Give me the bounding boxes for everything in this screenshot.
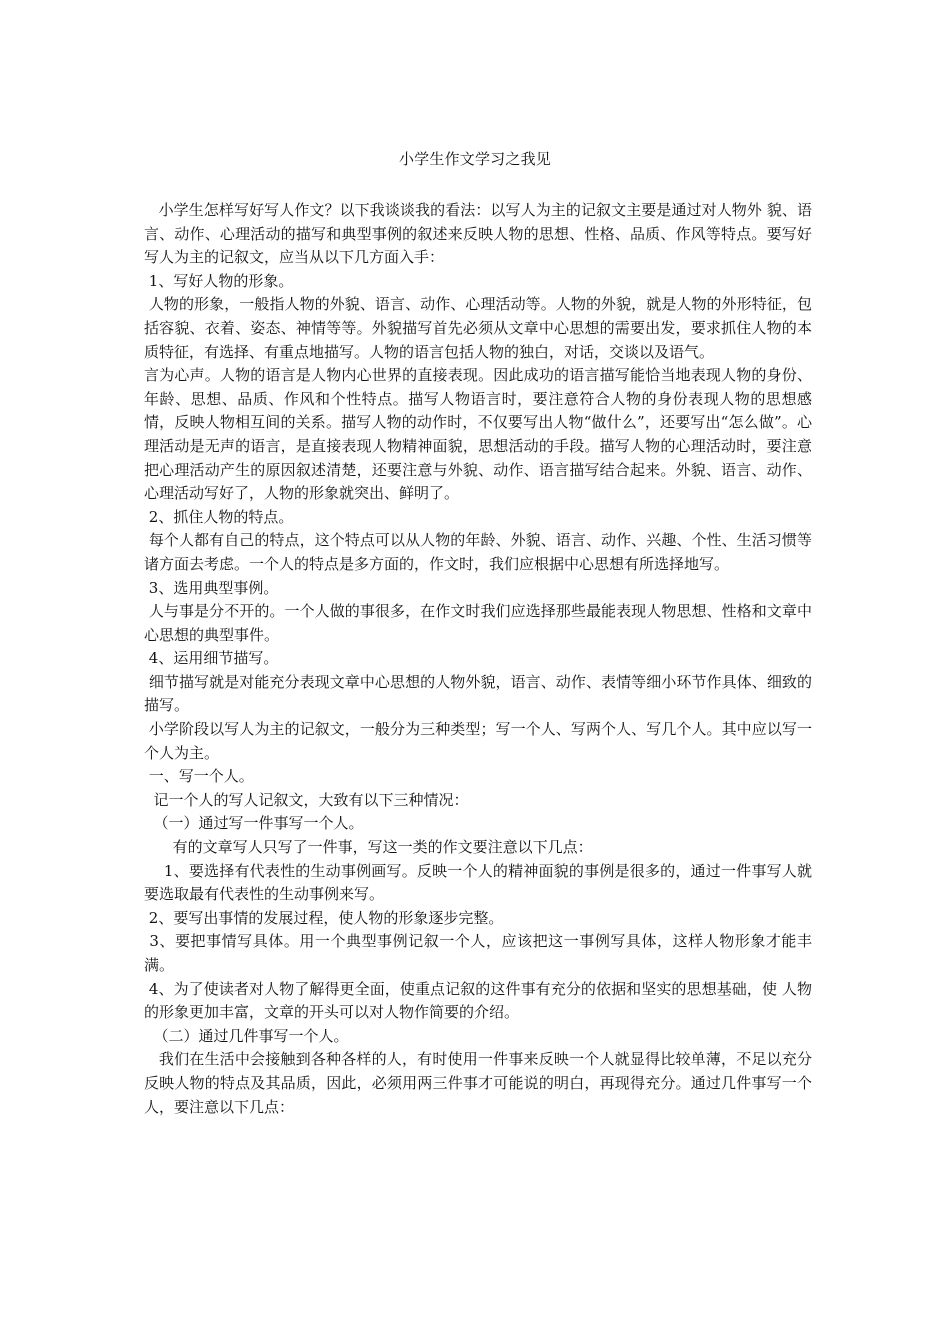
paragraph: 1、要选择有代表性的生动事例画写。反映一个人的精神面貌的事例是很多的，通过一件事写人就要选取最有代表性的生动事例来写。 xyxy=(144,861,812,904)
paragraph: 3、要把事情写具体。用一个典型事例记叙一个人，应该把这一事例写具体，这样人物形象才能丰满。 xyxy=(144,932,812,974)
paragraph: （一）通过写一件事写一个人。 xyxy=(144,814,364,833)
paragraph: 人物的形象，一般指人物的外貌、语言、动作、心理活动等。人物的外貌，就是人物的外形特征，包括容貌、衣着、姿态、神情等等。外貌描写首先必须从文章中心思想的需要出发，要求抓住人物的本质特征，有选择、有重点地描写。人物的语言包括人物的独白，对话，交谈以及语气。 xyxy=(144,295,812,361)
paragraph: 4、运用细节描写。 xyxy=(144,649,279,668)
paragraph: 小学阶段以写人为主的记叙文，一般分为三种类型；写一个人、写两个人、写几个人。其中应以写一个人为主。 xyxy=(144,720,812,762)
paragraph: 小学生怎样写好写人作文？以下我谈谈我的看法：以写人为主的记叙文主要是通过对人物外 貌、语言、动作、心理活动的描写和典型事例的叙述来反映人物的思想、性格、品质、作风等特点。要写好写人为主的记叙文，应当从以下几方面入手： xyxy=(144,201,812,267)
paragraph: 1、写好人物的形象。 xyxy=(144,271,294,290)
paragraph: 每个人都有自己的特点，这个特点可以从人物的年龄、外貌、语言、动作、兴趣、个性、生活习惯等诸方面去考虑。一个人的特点是多方面的，作文时，我们应根据中心思想有所选择地写。 xyxy=(144,531,812,573)
paragraph: 3、选用典型事例。 xyxy=(144,578,279,597)
paragraph: 2、要写出事情的发展过程，使人物的形象逐步完整。 xyxy=(144,908,504,927)
paragraph: 一、写一个人。 xyxy=(144,767,254,786)
paragraph: 记一个人的写人记叙文，大致有以下三种情况： xyxy=(144,790,469,809)
document-body xyxy=(144,199,812,1119)
paragraph: （二）通过几件事写一个人。 xyxy=(144,1026,349,1045)
paragraph: 4、为了使读者对人物了解得更全面，使重点记叙的这件事有充分的依据和坚实的思想基础，使 人物的形象更加丰富，文章的开头可以对人物作简要的介绍。 xyxy=(144,979,812,1022)
document-title: 小学生作文学习之我见 xyxy=(398,150,551,168)
paragraph: 有的文章写人只写了一件事，写这一类的作文要注意以下几点： xyxy=(144,838,593,857)
paragraph: 言为心声。人物的语言是人物内心世界的直接表现。因此成功的语言描写能恰当地表现人物的身份、年龄、思想、品质、作风和个性特点。描写人物语言时，要注意符合人物的身份表现人物的思想感情，反映人物相互间的关系。描写人物的动作时，不仅要写出人物“做什么”，还要写出“怎么做”。心理活动是无声的语言，是直接表现人物精神面貌，思想活动的手段。描写人物的心理活动时，要注意把心理活动产生的原因叙述清楚，还要注意与外貌、动作、语言描写结合起来。外貌、语言、动作、心理活动写好了，人物的形象就突出、鲜明了。 xyxy=(144,366,812,503)
paragraph: 细节描写就是对能充分表现文章中心思想的人物外貌，语言、动作、表情等细小环节作具体、细致的描写。 xyxy=(144,672,812,715)
paragraph: 人与事是分不开的。一个人做的事很多，在作文时我们应选择那些最能表现人物思想、性格和文章中心思想的典型事件。 xyxy=(144,602,812,644)
paragraph: 我们在生活中会接触到各种各样的人，有时使用一件事来反映一个人就显得比较单薄，不足以充分反映人物的特点及其品质，因此，必须用两三件事才可能说的明白，再现得充分。通过几件事写一个人，要注意以下几点： xyxy=(144,1050,812,1116)
paragraph: 2、抓住人物的特点。 xyxy=(144,507,294,526)
